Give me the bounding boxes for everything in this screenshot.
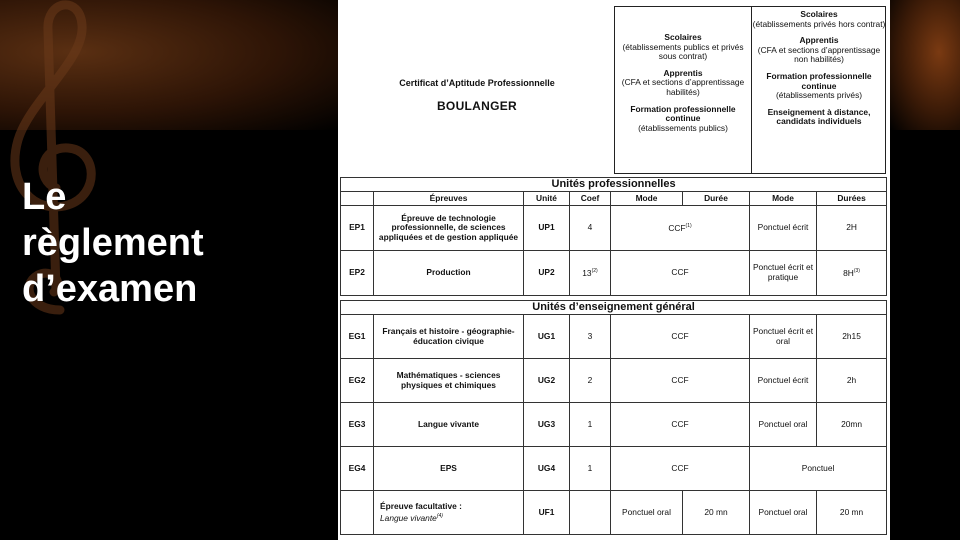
exam-duration-alt: 20mn: [817, 403, 887, 447]
status-entry: Apprentis (CFA et sections d’apprentissage habilités): [621, 67, 745, 97]
exam-duration: 20 mn: [683, 491, 750, 535]
status-entry: Scolaires (établissements publics et privés sous contrat): [622, 32, 744, 62]
exam-name: Épreuve de technologie professionnelle, de sciences appliquées et de gestion appliquée: [374, 206, 524, 251]
exam-mode-alt: Ponctuel: [750, 447, 887, 491]
exam-name: Langue vivante: [374, 403, 524, 447]
column-header: Coef: [570, 192, 611, 206]
exam-code: EG2: [341, 359, 374, 403]
exam-code: EG4: [341, 447, 374, 491]
table-row: [341, 403, 887, 447]
exam-duration-alt: 20 mn: [817, 491, 887, 535]
optional-exam-name: Épreuve facultative : Langue vivante$^{(4)}$: [374, 491, 524, 535]
professional-units-table: [340, 177, 887, 296]
status-entry: Formation professionnelle continue (établissements publics): [630, 103, 736, 133]
unit-code: UF1: [524, 491, 570, 535]
status-column-public: [615, 33, 751, 140]
left-panel: [0, 0, 338, 540]
coefficient: 4: [570, 206, 611, 251]
exam-mode-alt: Ponctuel écrit et pratique: [750, 251, 817, 296]
exam-duration-alt: 2h: [817, 359, 887, 403]
unit-code: UG1: [524, 315, 570, 359]
exam-mode-alt: Ponctuel oral: [750, 403, 817, 447]
exam-mode: CCF: [611, 447, 750, 491]
exam-mode: Ponctuel oral: [611, 491, 683, 535]
exam-mode: CCF$^{(1)}$: [611, 206, 750, 251]
exam-name: Français et histoire - géographie-éducation civique: [374, 315, 524, 359]
column-header: Mode: [611, 192, 683, 206]
column-header: Unité: [524, 192, 570, 206]
candidate-status-box: [614, 6, 886, 174]
exam-regulation-document: [338, 0, 890, 540]
table-row-optional: [341, 491, 887, 535]
unit-code: UP2: [524, 251, 570, 296]
coefficient: 1: [570, 403, 611, 447]
exam-mode-alt: Ponctuel écrit et oral: [750, 315, 817, 359]
general-units-table: [340, 300, 887, 535]
exam-duration-alt: 2h15: [817, 315, 887, 359]
column-header: Mode: [750, 192, 817, 206]
section-title: Unités professionnelles: [341, 178, 887, 192]
exam-code: EP2: [341, 251, 374, 296]
table-row: [341, 447, 887, 491]
column-header: Durées: [817, 192, 887, 206]
exam-mode-alt: Ponctuel écrit: [750, 359, 817, 403]
exam-mode: CCF: [611, 359, 750, 403]
slide-title: Le règlement d’examen: [22, 176, 204, 310]
exam-mode-alt: Ponctuel écrit: [750, 206, 817, 251]
column-header: Épreuves: [374, 192, 524, 206]
exam-mode: CCF: [611, 403, 750, 447]
table-row: [341, 206, 887, 251]
coefficient: 2: [570, 359, 611, 403]
exam-duration-alt: $8H^{(3)}$: [817, 251, 887, 296]
exam-mode-alt: Ponctuel oral: [750, 491, 817, 535]
exam-code: EG3: [341, 403, 374, 447]
right-panel: [890, 0, 960, 540]
table-row: [341, 315, 887, 359]
coefficient: 3: [570, 315, 611, 359]
status-entry: Formation professionnelle continue (établissements privés): [766, 70, 872, 101]
status-column-private: [751, 10, 887, 134]
exam-name: Mathématiques - sciences physiques et chimiques: [374, 359, 524, 403]
unit-code: UG2: [524, 359, 570, 403]
exam-mode: CCF: [611, 315, 750, 359]
status-entry: Apprentis (CFA et sections d’apprentissage non habilités): [757, 35, 881, 65]
exam-name: Production: [374, 251, 524, 296]
table-header-row: [341, 192, 887, 206]
exam-name: EPS: [374, 447, 524, 491]
column-header: Durée: [683, 192, 750, 206]
table-row: [341, 251, 887, 296]
certificate-line: Certificat d’Aptitude Professionnelle: [399, 78, 555, 88]
exam-code: EP1: [341, 206, 374, 251]
status-entry: Enseignement à distance, candidats individuels: [767, 106, 871, 127]
warm-glow-right: [890, 0, 960, 130]
unit-code: UP1: [524, 206, 570, 251]
status-entry: Scolaires (établissements privés hors contrat): [752, 9, 886, 29]
exam-mode: CCF: [611, 251, 750, 296]
section-title: Unités d’enseignement général: [341, 301, 887, 315]
coefficient: 1: [570, 447, 611, 491]
certificate-name: BOULANGER: [436, 99, 518, 113]
unit-code: UG4: [524, 447, 570, 491]
table-row: [341, 359, 887, 403]
coefficient: 13$^{(2)}$: [570, 251, 611, 296]
exam-code: EG1: [341, 315, 374, 359]
unit-code: UG3: [524, 403, 570, 447]
certificate-heading: [382, 78, 572, 113]
exam-duration-alt: 2H: [817, 206, 887, 251]
